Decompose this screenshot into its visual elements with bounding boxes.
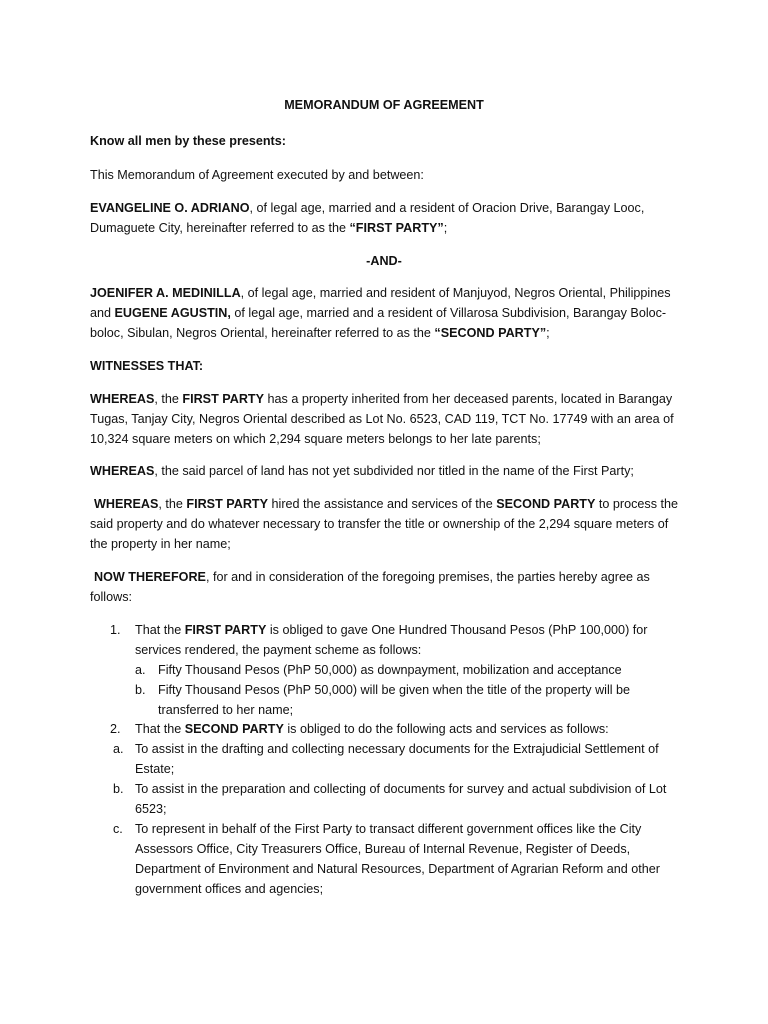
list-2c-letter: c. [113, 822, 123, 836]
intro-line: This Memorandum of Agreement executed by and between: [90, 168, 424, 182]
whereas-3-second-party: SECOND PARTY [496, 497, 596, 511]
list-2c-text: To represent in behalf of the First Party to transact different government offices like the City Assessors Office, City Treasurers Office, Bureau of Internal Revenue, Register of Deeds, Department of Environment and Natural Resources, Department of Agrarian Reform and other government offices and agencies; [135, 822, 661, 896]
second-party-label: “SECOND PARTY” [434, 326, 547, 340]
item-1-text-a: That the [135, 623, 185, 637]
whereas-3-text-a: , the [158, 497, 187, 511]
item-2-text [135, 719, 675, 739]
witnesses-heading: WITNESSES THAT: [90, 359, 204, 373]
second-party-text-2: of legal age, married and a resident of Villarosa Subdivision, Barangay Boloc-boloc, Sibulan, Negros Oriental, hereinafter referred to as the [90, 306, 667, 340]
second-party-paragraph [90, 283, 672, 343]
first-party-paragraph [90, 198, 650, 238]
item-1a-text: Fifty Thousand Pesos (PhP 50,000) as downpayment, mobilization and acceptance [158, 663, 622, 677]
now-therefore-paragraph [90, 567, 650, 607]
item-1b-letter: b. [135, 683, 146, 697]
document-title: MEMORANDUM OF AGREEMENT [284, 98, 484, 112]
whereas-1-first-party: FIRST PARTY [182, 392, 265, 406]
item-1a-letter: a. [135, 663, 146, 677]
whereas-3-first-party: FIRST PARTY [186, 497, 269, 511]
item-1-first-party: FIRST PARTY [184, 623, 267, 637]
first-party-text: , of legal age, married and a resident of Oracion Drive, Barangay Looc, Dumaguete City, hereinafter referred to as the [90, 201, 645, 235]
second-party-end: ; [546, 326, 550, 340]
whereas-paragraph-2 [90, 461, 680, 481]
item-1-text-b: is obliged to gave One Hundred Thousand Pesos (PhP 100,000) for services rendered, the payment scheme as follows: [135, 623, 648, 657]
first-party-label: “FIRST PARTY” [349, 221, 444, 235]
whereas-paragraph-1 [90, 389, 680, 449]
and-separator: -AND- [366, 254, 402, 268]
now-therefore-text: , for and in consideration of the foregoing premises, the parties hereby agree as follows: [90, 570, 650, 604]
item-2-number: 2. [110, 722, 121, 736]
item-1-number: 1. [110, 623, 121, 637]
second-party-name-1: JOENIFER A. MEDINILLA [90, 286, 241, 300]
first-party-end: ; [443, 221, 448, 235]
item-2-second-party: SECOND PARTY [184, 722, 284, 736]
whereas-1-text-a: , the [154, 392, 183, 406]
list-2a-letter: a. [113, 742, 124, 756]
now-therefore-lead: NOW THEREFORE [94, 570, 206, 584]
item-1b-text: Fifty Thousand Pesos (PhP 50,000) will be given when the title of the property will be transferred to her name; [158, 683, 631, 717]
whereas-1-text-b: has a property inherited from her deceased parents, located in Barangay Tugas, Tanjay City, Negros Oriental described as Lot No. 6523, CAD 119, TCT No. 17749 with an area of 10,324 square meters on which 2,294 square meters belongs to her late parents; [90, 392, 674, 446]
item-2-text-b: is obliged to do the following acts and services as follows: [283, 722, 609, 736]
whereas-2-text: , the said parcel of land has not yet subdivided nor titled in the name of the First Party; [154, 464, 634, 478]
list-2b-text: To assist in the preparation and collecting of documents for survey and actual subdivision of Lot 6523; [135, 782, 667, 816]
whereas-1-lead: WHEREAS [90, 392, 155, 406]
second-party-text-1: , of legal age, married and resident of Manjuyod, Negros Oriental, Philippines and [90, 286, 671, 320]
first-party-name: EVANGELINE O. ADRIANO [90, 201, 250, 215]
whereas-3-lead: WHEREAS [94, 497, 159, 511]
item-1-text [135, 620, 650, 660]
list-2a-text: To assist in the drafting and collecting necessary documents for the Extrajudicial Settlement of Estate; [135, 742, 659, 776]
whereas-3-text-b: hired the assistance and services of the [268, 497, 497, 511]
second-party-name-2: EUGENE AGUSTIN, [114, 306, 231, 320]
whereas-3-text-c: to process the said property and do whatever necessary to transfer the title or ownership of the 2,294 square meters of the property in her name; [90, 497, 678, 551]
whereas-paragraph-3 [90, 494, 680, 554]
know-all-line: Know all men by these presents: [90, 134, 286, 148]
whereas-2-lead: WHEREAS [90, 464, 155, 478]
item-2-text-a: That the [135, 722, 185, 736]
list-2b-letter: b. [113, 782, 124, 796]
